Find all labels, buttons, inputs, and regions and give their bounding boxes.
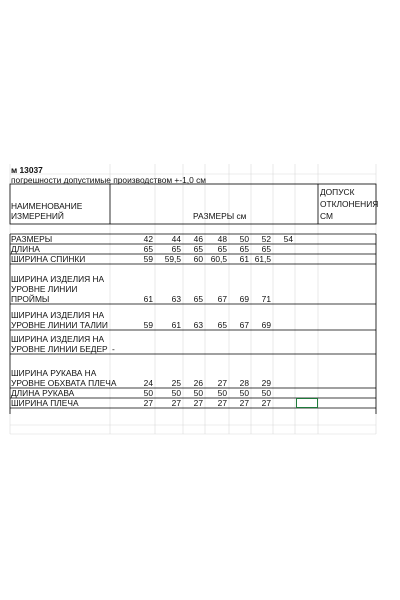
header-name-line2: ИЗМЕРЕНИЙ <box>11 211 64 221</box>
size-value-cell: 61 <box>171 319 181 330</box>
size-value-cell: 27 <box>171 397 181 408</box>
size-value-cell: 46 <box>193 233 203 244</box>
row-label-line: УРОВНЕ ЛИНИИ ТАЛИИ <box>11 319 108 330</box>
size-value-cell: 50 <box>171 387 181 398</box>
row-label-line: ШИРИНА СПИНКИ <box>11 253 86 264</box>
row-label-line: УРОВНЕ ЛИНИИ <box>11 283 78 294</box>
size-value-cell: 54 <box>283 233 293 244</box>
size-value-cell: 61 <box>143 293 153 304</box>
size-value-cell: 65 <box>193 243 203 254</box>
header-sizes-label: РАЗМЕРЫ см <box>193 211 247 221</box>
size-value-cell: 27 <box>193 397 203 408</box>
size-value-cell: 27 <box>217 397 227 408</box>
size-value-cell: 50 <box>239 387 249 398</box>
size-value-cell: 24 <box>143 377 153 388</box>
size-value-cell: 27 <box>217 377 227 388</box>
row-label-line: ШИРИНА ПЛЕЧА <box>11 397 79 408</box>
size-value-cell: 50 <box>239 233 249 244</box>
size-value-cell: 65 <box>171 243 181 254</box>
row-label-line: ПРОЙМЫ <box>11 293 50 304</box>
size-value-cell: 28 <box>239 377 249 388</box>
size-value-cell: 26 <box>193 377 203 388</box>
size-value-cell: 50 <box>193 387 203 398</box>
row-label-line: УРОВНЕ ЛИНИИ БЕДЕР <box>11 343 108 354</box>
header-tolerance-line2: ОТКЛОНЕНИЯ <box>320 199 379 209</box>
row-label-line: ШИРИНА ИЗДЕЛИЯ НА <box>11 273 105 284</box>
header-name-line1: НАИМЕНОВАНИЕ <box>11 201 83 211</box>
row-label-line: ШИРИНА ИЗДЕЛИЯ НА <box>11 333 105 344</box>
row-label-line: ШИРИНА ИЗДЕЛИЯ НА <box>11 309 105 320</box>
size-value-cell: 65 <box>217 243 227 254</box>
size-value-cell: 61,5 <box>254 253 271 264</box>
size-value-cell: 67 <box>239 319 249 330</box>
size-value-cell: 27 <box>239 397 249 408</box>
size-value-cell: 48 <box>217 233 227 244</box>
size-value-cell: 27 <box>143 397 153 408</box>
selected-cell[interactable] <box>296 398 318 408</box>
size-value-cell: 50 <box>217 387 227 398</box>
size-value-cell: 25 <box>171 377 181 388</box>
row-label-line: УРОВНЕ ОБХВАТА ПЛЕЧА <box>11 377 117 388</box>
size-value-cell: 63 <box>171 293 181 304</box>
tolerance-note: погрешности допустимые производством +-1,0 см <box>11 175 207 185</box>
size-value-cell: 71 <box>261 293 271 304</box>
size-value-cell: 44 <box>171 233 181 244</box>
size-value-cell: 50 <box>143 387 153 398</box>
size-value-cell: 42 <box>143 233 153 244</box>
row-label-line: ДЛИНА РУКАВА <box>11 387 75 398</box>
size-value-cell: 65 <box>239 243 249 254</box>
size-value-cell: 50 <box>261 387 271 398</box>
row-label-line: РАЗМЕРЫ <box>11 233 53 244</box>
size-value-cell: 69 <box>239 293 249 304</box>
size-value-cell: 59 <box>143 253 153 264</box>
model-number: м 13037 <box>11 165 43 175</box>
size-value-cell: 59,5 <box>164 253 181 264</box>
size-value-cell: 61 <box>239 253 249 264</box>
size-value-cell: 60 <box>193 253 203 264</box>
size-value-cell: 65 <box>193 293 203 304</box>
size-value-cell: 52 <box>261 233 271 244</box>
header-tolerance-line1: ДОПУСК <box>320 187 355 197</box>
size-value-cell: 63 <box>193 319 203 330</box>
size-value-cell: 69 <box>261 319 271 330</box>
size-value-cell: 67 <box>217 293 227 304</box>
size-value-cell: 59 <box>143 319 153 330</box>
size-value-cell: 65 <box>217 319 227 330</box>
size-value-cell: 29 <box>261 377 271 388</box>
row-label-line: ДЛИНА <box>11 243 40 254</box>
header-tolerance-line3: СМ <box>320 211 333 221</box>
row-dash: - <box>112 343 115 354</box>
size-value-cell: 65 <box>261 243 271 254</box>
size-value-cell: 27 <box>261 397 271 408</box>
size-value-cell: 60,5 <box>210 253 227 264</box>
row-label-line: ШИРИНА РУКАВА НА <box>11 367 97 378</box>
size-value-cell: 65 <box>143 243 153 254</box>
